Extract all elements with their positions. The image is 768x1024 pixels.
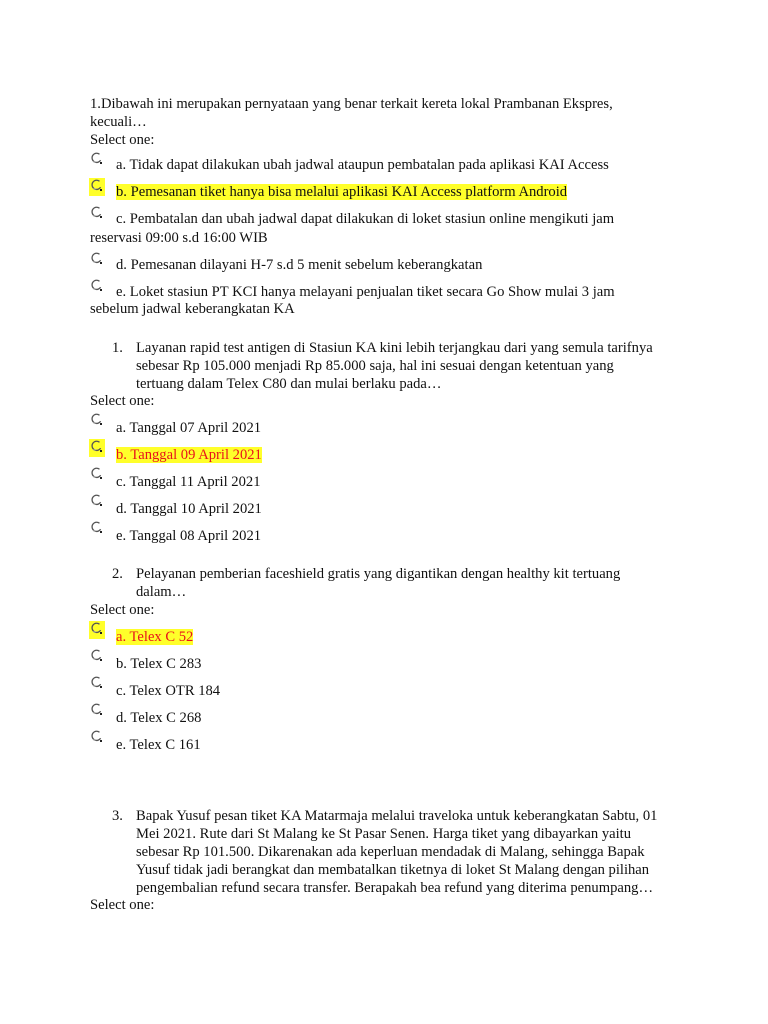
q3-option-a-highlight: a. Telex C 52 — [116, 629, 194, 645]
q1-option-b-highlight: b. Pemesanan tiket hanya bisa melalui aplikasi KAI Access platform Android — [116, 184, 568, 200]
q4-stem-line1: Bapak Yusuf pesan tiket KA Matarmaja melalui traveloka untuk keberangkatan Sabtu, 01 — [136, 808, 658, 824]
q2-option-c-radio[interactable] — [89, 466, 105, 484]
q1-option-b[interactable] — [116, 183, 567, 201]
q4-stem-line4: Yusuf tidak jadi berangkat dan membatalkan tiketnya di loket St Malang dengan pilihan — [136, 862, 650, 878]
q2-option-b[interactable] — [116, 446, 262, 464]
q3-select-one: Select one: — [90, 602, 155, 618]
q2-option-b-highlight: b. Tanggal 09 April 2021 — [116, 447, 262, 463]
q4-number: 3. — [112, 808, 123, 824]
q1-option-d[interactable]: d. Pemesanan dilayani H-7 s.d 5 menit sebelum keberangkatan — [116, 257, 483, 273]
q2-stem-line3: tertuang dalam Telex C80 dan mulai berlaku pada… — [136, 376, 442, 392]
q3-option-e[interactable]: e. Telex C 161 — [116, 737, 201, 753]
q1-option-a[interactable]: a. Tidak dapat dilakukan ubah jadwal ataupun pembatalan pada aplikasi KAI Access — [116, 157, 609, 173]
q1-option-c[interactable]: c. Pembatalan dan ubah jadwal dapat dilakukan di loket stasiun online mengikuti jam — [116, 211, 615, 227]
q2-number: 1. — [112, 340, 123, 356]
q1-option-a-radio[interactable] — [89, 151, 105, 169]
q1-select-one: Select one: — [90, 132, 155, 148]
q1-option-e-cont: sebelum jadwal keberangkatan KA — [90, 301, 295, 317]
q3-option-c-radio[interactable] — [89, 675, 105, 693]
q2-option-e[interactable]: e. Tanggal 08 April 2021 — [116, 528, 262, 544]
q3-stem-line1: Pelayanan pemberian faceshield gratis yang digantikan dengan healthy kit tertuang — [136, 566, 621, 582]
q3-stem-line2: dalam… — [136, 584, 187, 600]
q1-option-c-cont: reservasi 09:00 s.d 16:00 WIB — [90, 230, 268, 246]
q2-stem-line2: sebesar Rp 105.000 menjadi Rp 85.000 saja, hal ini sesuai dengan ketentuan yang — [136, 358, 614, 374]
q4-stem-line5: pengembalian refund secara transfer. Berapakah bea refund yang diterima penumpang… — [136, 880, 654, 896]
q2-option-d[interactable]: d. Tanggal 10 April 2021 — [116, 501, 262, 517]
q1-option-e[interactable]: e. Loket stasiun PT KCI hanya melayani penjualan tiket secara Go Show mulai 3 jam — [116, 284, 615, 300]
q1-option-d-radio[interactable] — [89, 251, 105, 269]
q3-option-c[interactable]: c. Telex OTR 184 — [116, 683, 221, 699]
q4-select-one: Select one: — [90, 897, 155, 913]
q2-option-a-radio[interactable] — [89, 412, 105, 430]
q2-option-e-radio[interactable] — [89, 520, 105, 538]
q3-option-e-radio[interactable] — [89, 729, 105, 747]
q3-option-b-radio[interactable] — [89, 648, 105, 666]
q2-option-c[interactable]: c. Tanggal 11 April 2021 — [116, 474, 261, 490]
q3-option-d[interactable]: d. Telex C 268 — [116, 710, 202, 726]
q4-stem-line3: sebesar Rp 101.500. Dikarenakan ada keperluan mendadak di Malang, sehingga Bapak — [136, 844, 645, 860]
q1-stem-line2: kecuali… — [90, 114, 147, 130]
q1-option-b-radio[interactable] — [89, 178, 105, 196]
q2-select-one: Select one: — [90, 393, 155, 409]
q3-number: 2. — [112, 566, 123, 582]
q1-option-e-radio[interactable] — [89, 278, 105, 296]
q4-stem-line2: Mei 2021. Rute dari St Malang ke St Pasar Senen. Harga tiket yang dibayarkan yaitu — [136, 826, 631, 842]
q2-option-b-radio[interactable] — [89, 439, 105, 457]
q3-option-a[interactable] — [116, 628, 193, 646]
q3-option-b[interactable]: b. Telex C 283 — [116, 656, 202, 672]
q3-option-d-radio[interactable] — [89, 702, 105, 720]
q3-option-a-radio[interactable] — [89, 621, 105, 639]
q1-stem-line1: 1.Dibawah ini merupakan pernyataan yang benar terkait kereta lokal Prambanan Ekspres, — [90, 96, 613, 112]
q1-option-c-radio[interactable] — [89, 205, 105, 223]
q2-option-d-radio[interactable] — [89, 493, 105, 511]
q2-option-a[interactable]: a. Tanggal 07 April 2021 — [116, 420, 262, 436]
q2-stem-line1: Layanan rapid test antigen di Stasiun KA kini lebih terjangkau dari yang semula tarifnya — [136, 340, 653, 356]
